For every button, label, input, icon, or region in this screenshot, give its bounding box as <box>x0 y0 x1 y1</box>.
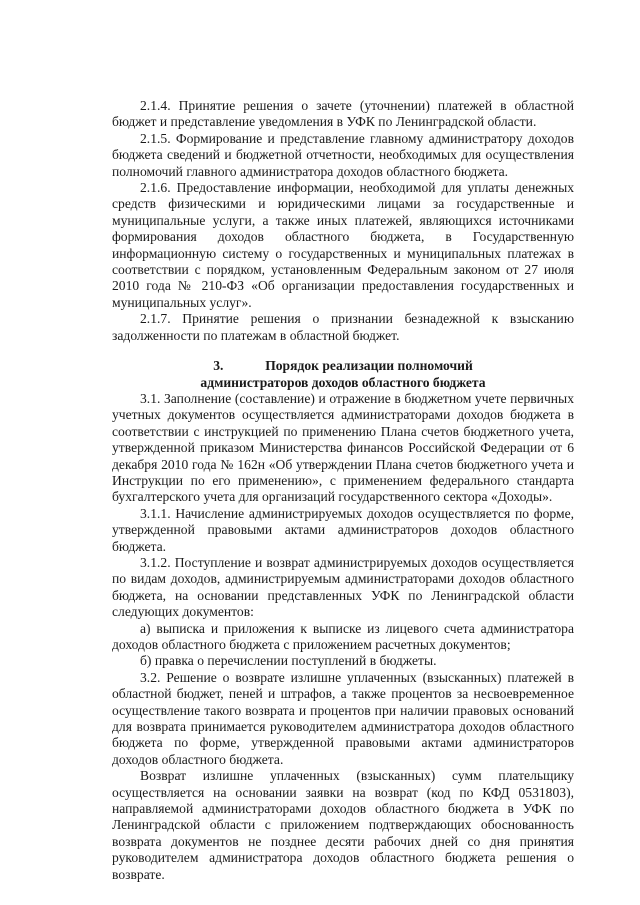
paragraph-2-1-7: 2.1.7. Принятие решения о признании безнадежной к взысканию задолженности по платежам в областной бюджет. <box>112 311 574 343</box>
paragraph-2-1-5: 2.1.5. Формирование и представление главному администратору доходов бюджета сведений и бюджетной отчетности, необходимых для осуществления полномочий главного администратора доходов областного бюджета. <box>112 130 574 179</box>
paragraph-3-1-2: 3.1.2. Поступление и возврат администрируемых доходов осуществляется по видам доходов, администрируемым администраторами доходов областного бюджета, на основании представленных УФК по Ленинградской области следующих документов: <box>112 554 574 620</box>
paragraph-3-1-1: 3.1.1. Начисление администрируемых доходов осуществляется по форме, утвержденной правовыми актами администраторов доходов областного бюджета. <box>112 505 574 554</box>
paragraph-item-b: б) правка о перечислении поступлений в бюджеты. <box>140 653 437 669</box>
section-title-line-2: администраторов доходов областного бюджета <box>200 374 486 390</box>
section-number: 3. <box>213 358 224 374</box>
paragraph-item-a: а) выписка и приложения к выписке из лицевого счета администратора доходов областного бюджета с приложением расчетных документов; <box>112 620 574 652</box>
section-heading-line-1 <box>112 358 574 374</box>
paragraph-refund: Возврат излишне уплаченных (взысканных) сумм плательщику осуществляется на основании заявки на возврат (код по КФД 0531803), направляемой администраторами доходов областного бюджета в УФК по Ленинградской области с приложением подтверждающих обоснованность возврата документов не позднее десяти рабочих дней со дня принятия руководителем администратора доходов областного бюджета решения о возврате. <box>112 768 574 882</box>
section-title-line-1: Порядок реализации полномочий <box>265 358 473 374</box>
paragraph-2-1-6: 2.1.6. Предоставление информации, необходимой для уплаты денежных средств физическими и юридическими лицами за государственные и муниципальные услуги, а также иных платежей, являющихся источниками формирования доходов областного бюджета, в Государственную информационную систему о государственных и муниципальных платежах в соответствии с порядком, установленным Федеральным законом от 27 июля 2010 года № 210-ФЗ «Об организации предоставления государственных и муниципальных услуг». <box>112 180 574 310</box>
paragraph-3-2: 3.2. Решение о возврате излишне уплаченных (взысканных) платежей в областной бюджет, пеней и штрафов, а также процентов за несвоевременное осуществление такого возврата и процентов при наличии правовых оснований для возврата принимается руководителем администратора доходов областного бюджета по форме, утвержденной правовыми актами администраторов доходов областного бюджета. <box>112 669 574 767</box>
document-body <box>112 98 574 883</box>
paragraph-2-1-4: 2.1.4. Принятие решения о зачете (уточнении) платежей в областной бюджет и представление уведомления в УФК по Ленинградской области. <box>112 98 574 130</box>
section-heading <box>112 358 574 391</box>
paragraph-3-1: 3.1. Заполнение (составление) и отражение в бюджетном учете первичных учетных документов осуществляется администраторами доходов бюджета в соответствии с инструкцией по применению Плана счетов бюджетного учета, утвержденной приказом Министерства финансов Российской Федерации от 6 декабря 2010 года № 162н «Об утверждении Плана счетов бюджетного учета и Инструкции по его применению», с применением федерального стандарта бухгалтерского учета для организаций государственного сектора «Доходы». <box>112 390 574 505</box>
